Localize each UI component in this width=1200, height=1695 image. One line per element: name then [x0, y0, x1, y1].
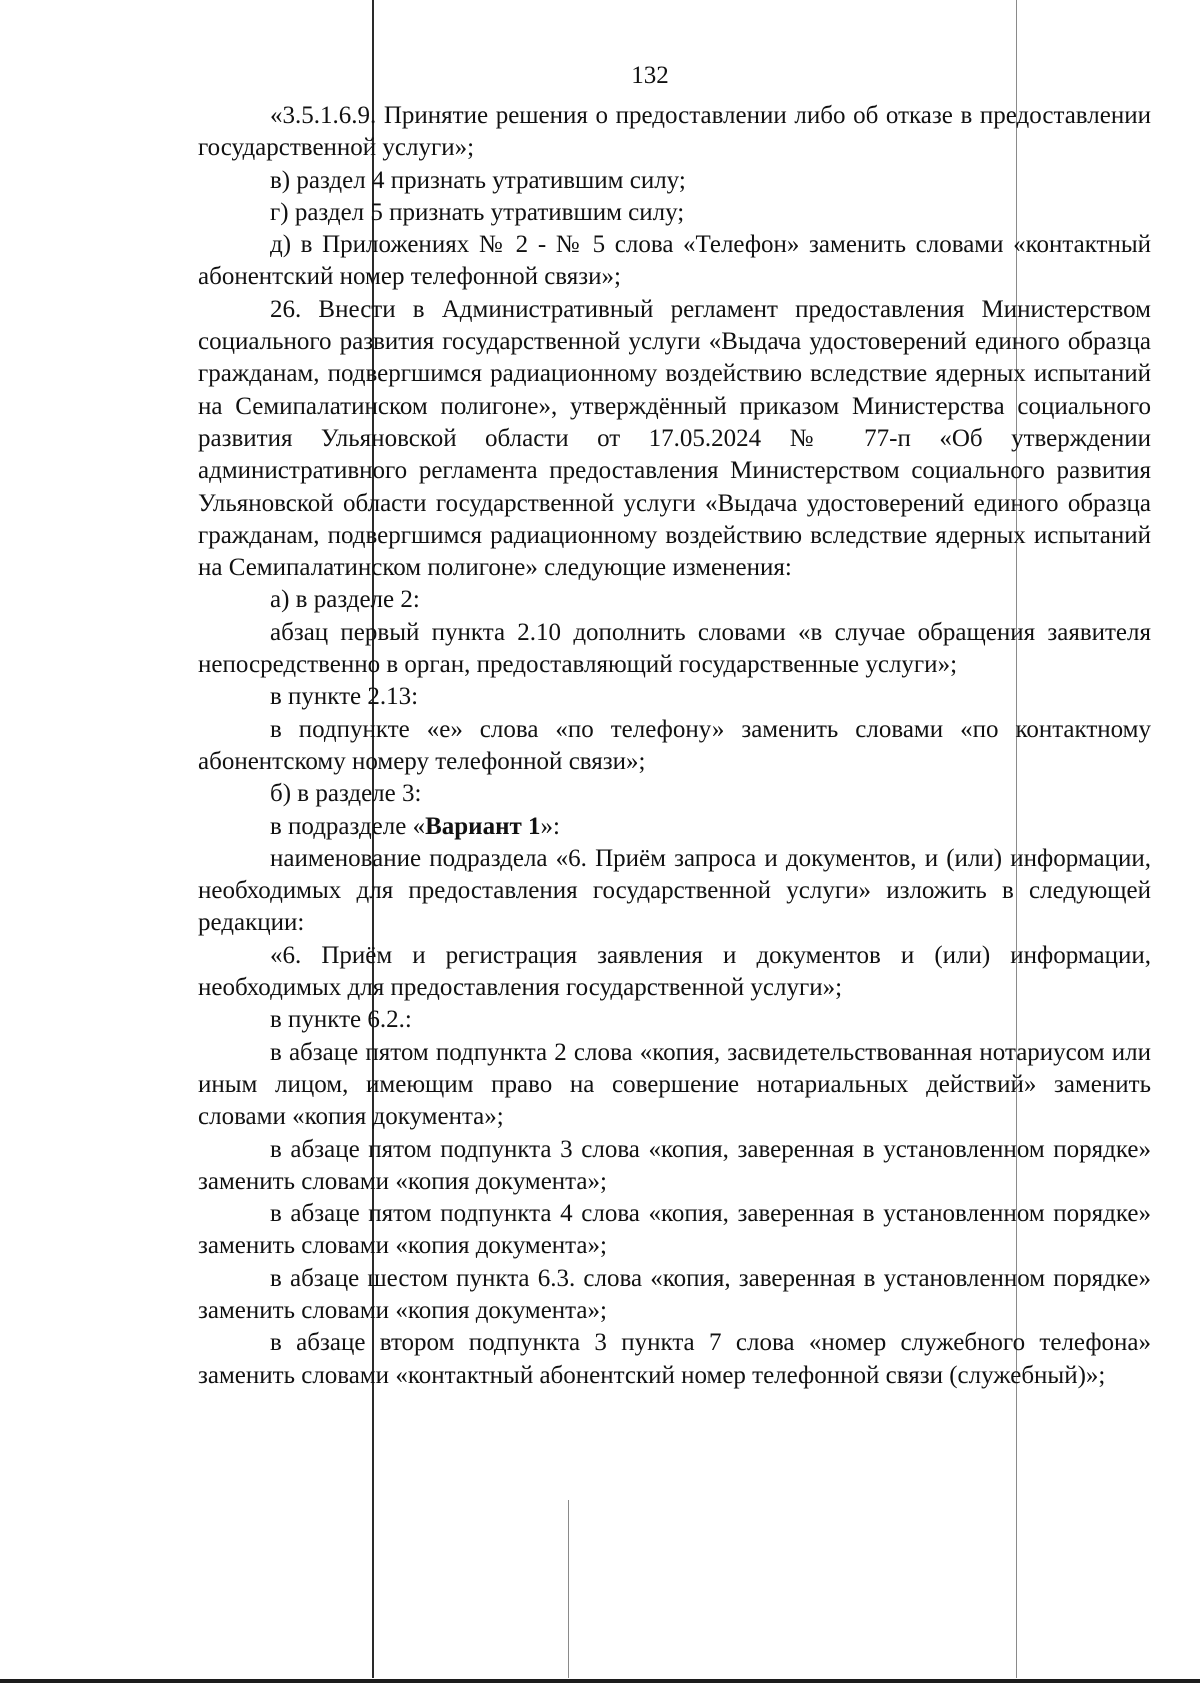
paragraph: 26. Внести в Административный регламент предоставления Министерством социального развития государственной услуги «Выдача удостоверений единого образца гражданам, подвергшимся радиационному воздействию вследствие ядерных испытаний на Семипалатинском полигоне», утверждённый приказом Министерства социального развития Ульяновской области от 17.05.2024 № 77-п «Об утверждении административного регламента предоставления Министерством социального развития Ульяновской области государственной услуги «Выдача удостоверений единого образца гражданам, подвергшимся радиационному воздействию вследствие ядерных испытаний на Семипалатинском полигоне» следующие изменения:: [198, 295, 1151, 582]
paragraph: абзац первый пункта 2.10 дополнить словами «в случае обращения заявителя непосредственно в орган, предоставляющий государственные услуги»;: [198, 618, 1151, 679]
paragraph-text: в подразделе «: [270, 812, 426, 840]
paragraph: в абзаце пятом подпункта 2 слова «копия, засвидетельствованная нотариусом или иным лицом, имеющим право на совершение нотариальных действий» заменить словами «копия документа»;: [198, 1038, 1151, 1131]
paragraph: в) раздел 4 признать утратившим силу;: [270, 166, 686, 194]
bold-text: Вариант 1: [425, 812, 541, 840]
paragraph: [198, 811, 1151, 843]
scan-artifact-bottom-edge: [0, 1679, 1200, 1683]
paragraph: в абзаце шестом пункта 6.3. слова «копия, заверенная в установленном порядке» заменить словами «копия документа»;: [198, 1264, 1151, 1324]
paragraph: б) в разделе 3:: [270, 780, 422, 808]
scan-artifact-faint-line: [568, 1500, 569, 1678]
paragraph: в пункте 6.2.:: [270, 1006, 412, 1034]
paragraph: д) в Приложениях № 2 - № 5 слова «Телефон» заменить словами «контактный абонентский номер телефонной связи»;: [198, 231, 1151, 291]
paragraph: «3.5.1.6.9. Принятие решения о предоставлении либо об отказе в предоставлении государственной услуги»;: [198, 102, 1151, 162]
paragraph: в подпункте «е» слова «по телефону» заменить словами «по контактному абонентскому номеру телефонной связи»;: [198, 715, 1151, 775]
paragraph: в абзаце втором подпункта 3 пункта 7 слова «номер служебного телефона» заменить словами «контактный абонентский номер телефонной связи (служебный)»;: [198, 1329, 1151, 1389]
page-number: 132: [631, 62, 669, 89]
document-body: [198, 100, 1151, 1392]
paragraph: в абзаце пятом подпункта 3 слова «копия, заверенная в установленном порядке» заменить словами «копия документа»;: [198, 1135, 1151, 1195]
paragraph: г) раздел 5 признать утратившим силу;: [270, 198, 685, 226]
paragraph: «6. Приём и регистрация заявления и документов и (или) информации, необходимых для предоставления государственной услуги»;: [198, 941, 1151, 1002]
paragraph-text: »:: [540, 812, 560, 840]
paragraph: в пункте 2.13:: [270, 683, 419, 711]
paragraph: в абзаце пятом подпункта 4 слова «копия, заверенная в установленном порядке» заменить словами «копия документа»;: [198, 1200, 1151, 1260]
paragraph: наименование подраздела «6. Приём запроса и документов, и (или) информации, необходимых для предоставления государственной услуги» изложить в следующей редакции:: [198, 844, 1151, 937]
paragraph: а) в разделе 2:: [270, 586, 420, 614]
